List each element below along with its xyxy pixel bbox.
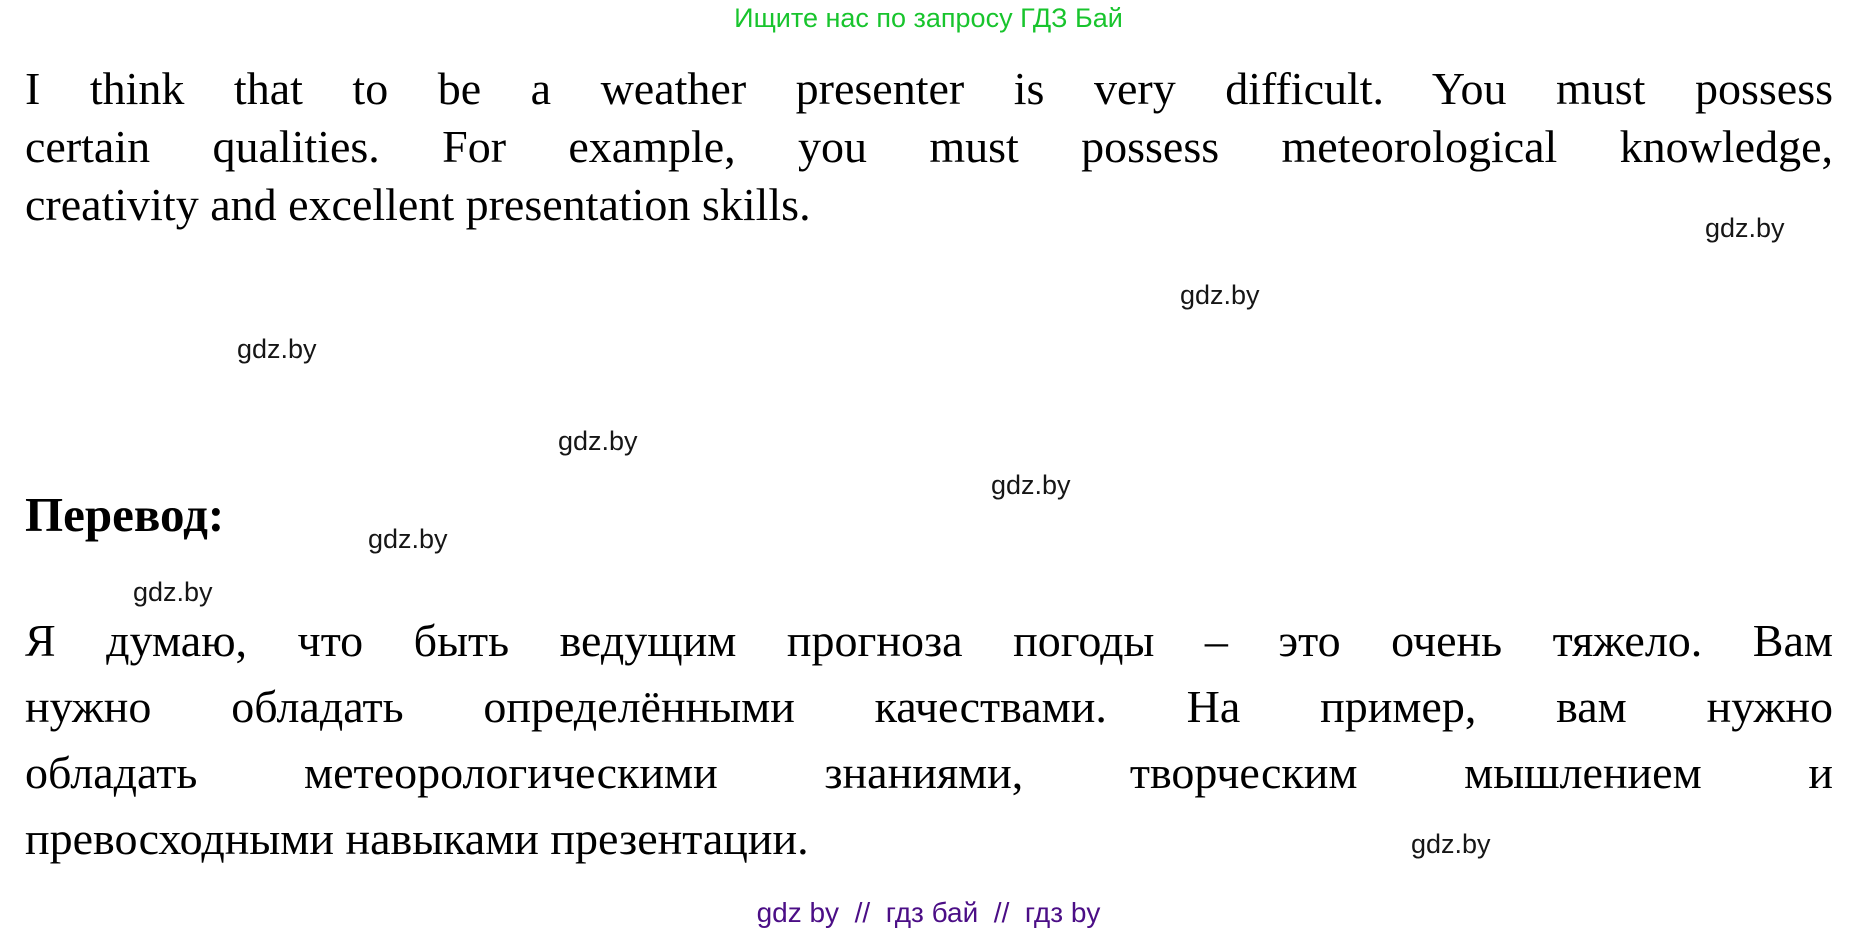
watermark-gdzby-3: gdz.by — [237, 334, 317, 364]
russian-line-2: нужно обладать определёнными качествами. На пример, вам нужно — [25, 681, 1833, 732]
watermark-gdzby-7: gdz.by — [133, 577, 213, 607]
russian-line-4: превосходными навыками презентации. — [25, 813, 809, 864]
russian-line-3: обладать метеорологическими знаниями, творческим мышлением и — [25, 747, 1833, 798]
promo-banner: Ищите нас по запросу ГДЗ Бай — [734, 3, 1123, 33]
english-line-2: certain qualities. For example, you must possess meteorological knowledge, — [25, 121, 1833, 172]
english-paragraph — [25, 60, 1833, 234]
russian-paragraph — [25, 608, 1833, 872]
english-line-3: creativity and excellent presentation skills. — [25, 179, 811, 230]
watermark-gdzby-5: gdz.by — [991, 470, 1071, 500]
watermark-gdzby-1: gdz.by — [1705, 213, 1785, 243]
english-line-1: I think that to be a weather presenter is very difficult. You must possess — [25, 63, 1833, 114]
watermark-gdzby-2: gdz.by — [1180, 280, 1260, 310]
watermark-gdzby-8: gdz.by — [1411, 829, 1491, 859]
translation-heading: Перевод: — [25, 487, 225, 542]
watermark-gdzby-4: gdz.by — [558, 426, 638, 456]
watermark-gdzby-6: gdz.by — [368, 524, 448, 554]
russian-line-1: Я думаю, что быть ведущим прогноза погоды – это очень тяжело. Вам — [25, 615, 1833, 666]
footer-keywords: gdz by // гдз бай // гдз by — [756, 897, 1101, 928]
